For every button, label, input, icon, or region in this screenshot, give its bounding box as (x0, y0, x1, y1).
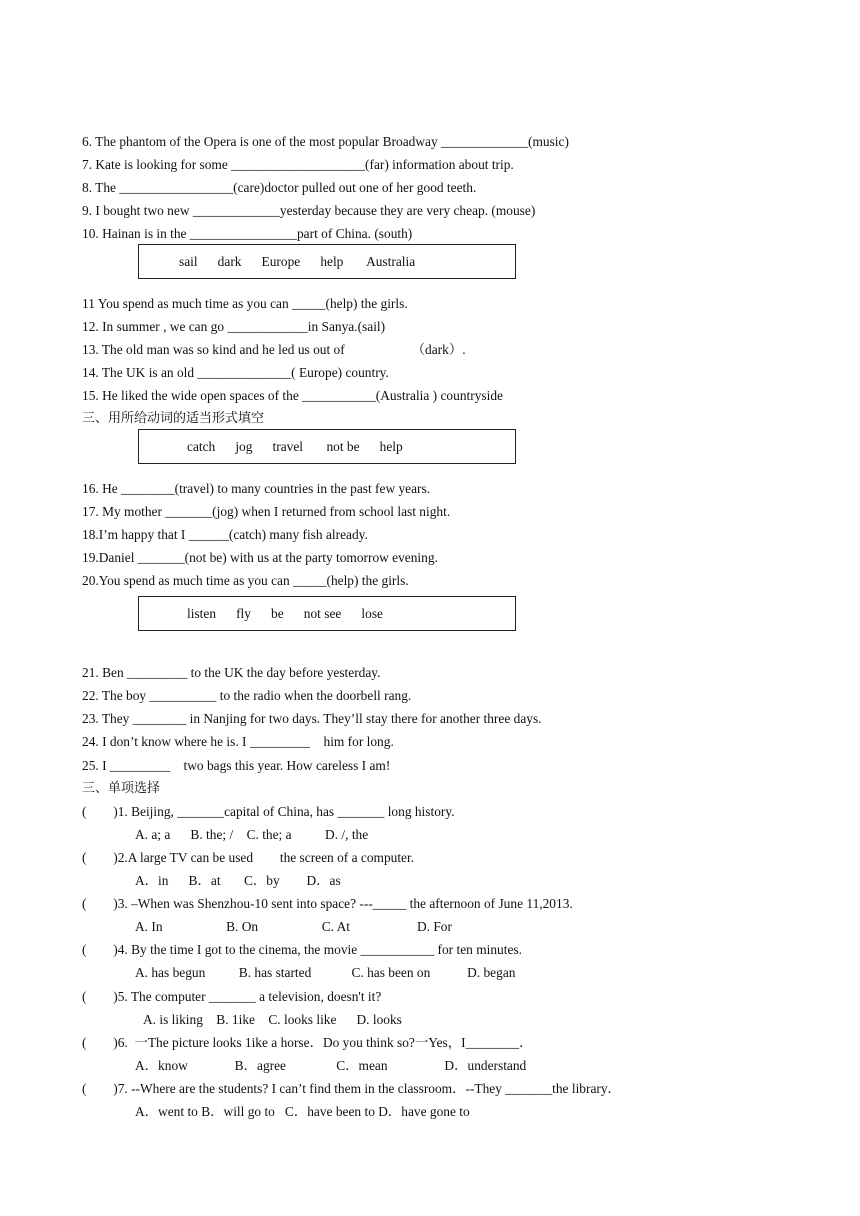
question-20: 20.You spend as much time as you can _____(help) the girls. (82, 573, 409, 588)
question-12: 12. In summer , we can go ____________in Sanya.(sail) (82, 319, 386, 334)
mc-options-5: A. is liking B. 1ike C. looks like D. looks (143, 1012, 402, 1027)
word-box-2-words: catch jog travel not be help (187, 439, 403, 454)
mc-question-4: ( )4. By the time I got to the cinema, the movie ___________ for ten minutes. (82, 942, 522, 957)
section-heading-verbs: 三、用所给动词的适当形式填空 (82, 411, 265, 426)
question-18: 18.I’m happy that I ______(catch) many fish already. (82, 527, 368, 542)
mc-question-1: ( )1. Beijing, _______capital of China, has _______ long history. (82, 804, 455, 819)
question-16: 16. He ________(travel) to many countries in the past few years. (82, 481, 431, 496)
question-13: 13. The old man was so kind and he led us out of （dark）. (82, 342, 466, 357)
mc-question-5: ( )5. The computer _______ a television, doesn't it? (82, 989, 382, 1004)
question-17: 17. My mother _______(jog) when I returned from school last night. (82, 504, 451, 519)
word-box-3-words: listen fly be not see lose (187, 606, 383, 621)
question-23: 23. They ________ in Nanjing for two days. They’ll stay there for another three days. (82, 711, 542, 726)
question-19: 19.Daniel _______(not be) with us at the party tomorrow evening. (82, 550, 438, 565)
question-10: 10. Hainan is in the ________________part of China. (south) (82, 226, 413, 241)
mc-options-6: A．know B．agree C．mean D．understand (135, 1058, 527, 1073)
mc-question-2: ( )2.A large TV can be used the screen of a computer. (82, 850, 415, 865)
section-heading-choice: 三、单项选择 (82, 781, 161, 796)
mc-options-2: A．in B．at C．by D．as (135, 873, 341, 888)
word-box-3 (138, 596, 516, 631)
word-box-1 (138, 244, 516, 279)
mc-options-3: A. In B. On C. At D. For (135, 919, 452, 934)
mc-question-7: ( )7. --Where are the students? I can’t find them in the classroom．--They _______the library． (82, 1081, 621, 1096)
question-11: 11 You spend as much time as you can _____(help) the girls. (82, 296, 408, 311)
mc-question-6: ( )6. 一The picture looks 1ike a horse．Do you think so?一Yes，I________． (82, 1035, 533, 1050)
question-21: 21. Ben _________ to the UK the day before yesterday. (82, 665, 381, 680)
mc-options-7: A．went to B．will go to C．have been to D．have gone to (135, 1104, 470, 1119)
question-22: 22. The boy __________ to the radio when the doorbell rang. (82, 688, 412, 703)
question-9: 9. I bought two new _____________yesterday because they are very cheap. (mouse) (82, 203, 536, 218)
mc-options-1: A. a; a B. the; / C. the; a D. /, the (135, 827, 369, 842)
mc-options-4: A. has begun B. has started C. has been on D. began (135, 965, 516, 980)
question-25: 25. I _________ two bags this year. How careless I am! (82, 758, 391, 773)
question-24: 24. I don’t know where he is. I _________ him for long. (82, 734, 394, 749)
word-box-1-words: sail dark Europe help Australia (179, 254, 416, 269)
word-box-2 (138, 429, 516, 464)
question-8: 8. The _________________(care)doctor pulled out one of her good teeth. (82, 180, 477, 195)
question-6: 6. The phantom of the Opera is one of the most popular Broadway _____________(music) (82, 134, 569, 149)
question-14: 14. The UK is an old ______________( Europe) country. (82, 365, 389, 380)
question-15: 15. He liked the wide open spaces of the ___________(Australia ) countryside (82, 388, 503, 403)
mc-question-3: ( )3. –When was Shenzhou-10 sent into space? ---_____ the afternoon of June 11,2013. (82, 896, 573, 911)
question-7: 7. Kate is looking for some ____________________(far) information about trip. (82, 157, 514, 172)
